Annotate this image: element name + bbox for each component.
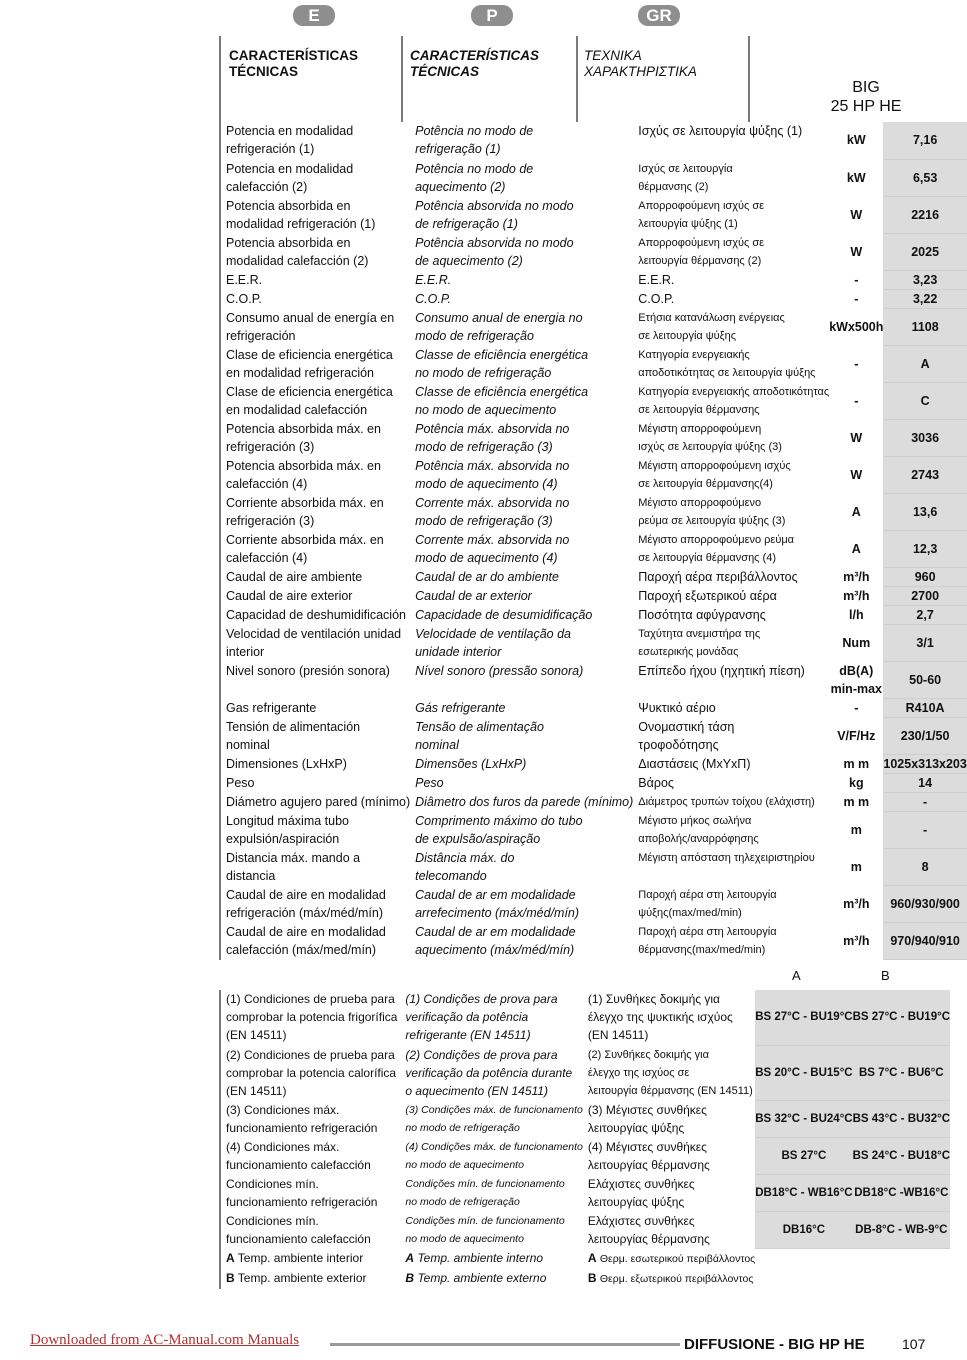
legend-key: A — [405, 1250, 415, 1265]
spec-label-es: Longitud máxima tubo expulsión/aspiración — [220, 811, 410, 848]
condition-label-pt: (1) Condições de prova para verificação da potência refrigerante (EN 14511) — [400, 990, 582, 1045]
spec-value: 960/930/900 — [883, 885, 966, 922]
spec-unit: m³/h — [829, 885, 883, 922]
condition-label-gr: (4) Μέγιστες συνθήκες λειτουργίας θέρμανσης — [583, 1137, 755, 1174]
legend-text: Temp. ambiente interno — [417, 1250, 544, 1265]
spec-value: 2216 — [883, 196, 966, 233]
spec-label-pt: C.O.P. — [410, 289, 633, 308]
spec-label-gr: Κατηγορία ενεργειακής αποδοτικότητας σε λειτουργία ψύξης — [633, 345, 829, 382]
legend-row — [220, 1268, 950, 1288]
spec-label-es: Caudal de aire ambiente — [220, 567, 410, 586]
spec-label-gr: Μέγιστο μήκος σωλήνα αποβολής/αναρρόφησης — [633, 811, 829, 848]
spec-value: 3,22 — [883, 289, 966, 308]
header-gr: ΤΕΧΝΙΚΑ ΧΑΡΑΚΤΗΡΙΣΤΙΚΑ — [584, 48, 697, 79]
condition-row — [220, 990, 950, 1045]
legend-cell-es — [220, 1248, 400, 1268]
spec-unit: A — [829, 493, 883, 530]
page-number: 107 — [902, 1336, 926, 1352]
condition-value-b: DB-8°C - WB-9°C — [853, 1211, 950, 1248]
condition-label-es: Condiciones mín. funcionamiento refrigeración — [220, 1174, 400, 1211]
spec-row — [220, 289, 967, 308]
condition-row — [220, 1045, 950, 1100]
conditions-body — [220, 990, 950, 1288]
spec-label-es: Peso — [220, 773, 410, 792]
download-link[interactable]: Downloaded from AC-Manual.com Manuals — [30, 1332, 300, 1348]
condition-value-b: DB18°C -WB16°C — [853, 1174, 950, 1211]
spec-label-es: Velocidad de ventilación unidad interior — [220, 624, 410, 661]
condition-value-b: BS 7°C - BU6°C — [853, 1045, 950, 1100]
legend-cell-gr — [583, 1268, 755, 1288]
condition-label-pt: (3) Condições máx. de funcionamento no modo de refrigeração — [400, 1100, 582, 1137]
spec-label-pt: Potência máx. absorvida no modo de refrigeração (3) — [410, 419, 633, 456]
spec-label-gr: Μέγιστο απορροφούμενο ρεύμα σε λειτουργία ψύξης (3) — [633, 493, 829, 530]
spec-label-es: Corriente absorbida máx. en refrigeración (3) — [220, 493, 410, 530]
spec-value: 14 — [883, 773, 966, 792]
spec-label-es: Caudal de aire exterior — [220, 586, 410, 605]
condition-value-b: BS 27°C - BU19°C — [853, 990, 950, 1045]
spec-row — [220, 754, 967, 773]
legend-text: Temp. ambiente externo — [417, 1270, 547, 1285]
spec-label-es: Caudal de aire en modalidad refrigeración (máx/méd/mín) — [220, 885, 410, 922]
spec-row — [220, 196, 967, 233]
legend-key: B — [587, 1270, 597, 1285]
spec-row — [220, 848, 967, 885]
spec-label-pt: Distância máx. do telecomando — [410, 848, 633, 885]
spec-label-es: Caudal de aire en modalidad calefacción (máx/med/mín) — [220, 922, 410, 959]
spec-label-gr: Διάμετρος τρυπών τοίχου (ελάχιστη) — [633, 792, 829, 811]
condition-value-a: BS 27°C — [755, 1137, 852, 1174]
spec-value: - — [883, 811, 966, 848]
legend-cell-pt — [400, 1248, 582, 1268]
legend-text: Θερμ. εξωτερικού περιβάλλοντος — [599, 1272, 754, 1285]
spec-unit: - — [829, 382, 883, 419]
spec-unit: kW — [829, 159, 883, 196]
spec-value: 50-60 — [883, 661, 966, 698]
spec-unit: - — [829, 289, 883, 308]
spec-unit: m — [829, 811, 883, 848]
spec-label-es: Corriente absorbida máx. en calefacción (4) — [220, 530, 410, 567]
spec-unit: W — [829, 233, 883, 270]
spec-row — [220, 586, 967, 605]
spec-label-pt: Potência no modo de aquecimento (2) — [410, 159, 633, 196]
spec-row — [220, 530, 967, 567]
spec-value: 230/1/50 — [883, 717, 966, 754]
spec-label-gr: Κατηγορία ενεργειακής αποδοτικότητας σε λειτουργία θέρμανσης — [633, 382, 829, 419]
spec-label-es: Consumo anual de energía en refrigeración — [220, 308, 410, 345]
header-divider-gr — [576, 36, 578, 122]
condition-row — [220, 1211, 950, 1248]
spec-label-pt: Capacidade de desumidificação — [410, 605, 633, 624]
condition-label-es: Condiciones mín. funcionamiento calefacción — [220, 1211, 400, 1248]
condition-value-a: BS 20°C - BU15°C — [755, 1045, 852, 1100]
spec-label-es: Distancia máx. mando a distancia — [220, 848, 410, 885]
spec-label-gr: Ισχύς σε λειτουργία θέρμανσης (2) — [633, 159, 829, 196]
language-badge-es: E — [293, 5, 335, 26]
spec-row — [220, 345, 967, 382]
spec-unit: A — [829, 530, 883, 567]
spec-value: C — [883, 382, 966, 419]
condition-label-es: (2) Condiciones de prueba para comprobar la potencia calorífica (EN 14511) — [220, 1045, 400, 1100]
spec-value: 970/940/910 — [883, 922, 966, 959]
legend-empty — [755, 1268, 852, 1288]
condition-row — [220, 1174, 950, 1211]
spec-label-pt: Caudal de ar do ambiente — [410, 567, 633, 586]
legend-empty — [853, 1268, 950, 1288]
spec-row — [220, 922, 967, 959]
spec-label-es: Diámetro agujero pared (mínimo) — [220, 792, 410, 811]
spec-unit: kg — [829, 773, 883, 792]
condition-label-es: (1) Condiciones de prueba para comprobar la potencia frigorífica (EN 14511) — [220, 990, 400, 1045]
spec-label-gr: C.O.P. — [633, 289, 829, 308]
spec-label-es: Nivel sonoro (presión sonora) — [220, 661, 410, 698]
spec-label-es: Potencia absorbida en modalidad refrigeración (1) — [220, 196, 410, 233]
legend-key: A — [587, 1250, 597, 1265]
spec-value: 2700 — [883, 586, 966, 605]
spec-label-pt: Potência absorvida no modo de aquecimento (2) — [410, 233, 633, 270]
spec-row — [220, 233, 967, 270]
spec-label-es: Potencia absorbida máx. en refrigeración (3) — [220, 419, 410, 456]
spec-label-gr: Παροχή αέρα στη λειτουργία θέρμανσης(max/med/min) — [633, 922, 829, 959]
spec-label-gr: Μέγιστη απόσταση τηλεχειριστηρίου — [633, 848, 829, 885]
spec-value: 3,23 — [883, 270, 966, 289]
spec-value: A — [883, 345, 966, 382]
spec-value: 12,3 — [883, 530, 966, 567]
condition-label-pt: (2) Condições de prova para verificação da potência durante o aquecimento (EN 14511) — [400, 1045, 582, 1100]
spec-label-pt: Gás refrigerante — [410, 698, 633, 717]
spec-label-pt: Caudal de ar exterior — [410, 586, 633, 605]
condition-label-pt: (4) Condições máx. de funcionamento no modo de aquecimento — [400, 1137, 582, 1174]
spec-label-gr: Διαστάσεις (ΜxΥxΠ) — [633, 754, 829, 773]
condition-label-pt: Condições mín. de funcionamento no modo de refrigeração — [400, 1174, 582, 1211]
spec-label-pt: Comprimento máximo do tubo de expulsão/aspiração — [410, 811, 633, 848]
condition-label-gr: (3) Μέγιστες συνθήκες λειτουργίας ψύξης — [583, 1100, 755, 1137]
spec-label-pt: Classe de eficiência energética no modo de refrigeração — [410, 345, 633, 382]
spec-label-gr: E.E.R. — [633, 270, 829, 289]
legend-text: Temp. ambiente interior — [237, 1250, 364, 1265]
spec-unit: - — [829, 345, 883, 382]
spec-label-pt: Potência absorvida no modo de refrigeração (1) — [410, 196, 633, 233]
legend-text: Θερμ. εσωτερικού περιβάλλοντος — [599, 1252, 756, 1265]
condition-label-es: (3) Condiciones máx. funcionamiento refrigeración — [220, 1100, 400, 1137]
condition-value-a: DB18°C - WB16°C — [755, 1174, 852, 1211]
spec-unit: kWx500h — [829, 308, 883, 345]
spec-label-es: Potencia absorbida en modalidad calefacción (2) — [220, 233, 410, 270]
spec-value: 7,16 — [883, 122, 966, 159]
spec-unit: V/F/Hz — [829, 717, 883, 754]
spec-value: 6,53 — [883, 159, 966, 196]
spec-value: 8 — [883, 848, 966, 885]
spec-row — [220, 493, 967, 530]
spec-value: 960 — [883, 567, 966, 586]
spec-unit: m — [829, 848, 883, 885]
condition-label-gr: Ελάχιστες συνθήκες λειτουργίας ψύξης — [583, 1174, 755, 1211]
spec-unit: W — [829, 196, 883, 233]
spec-label-gr: Βάρος — [633, 773, 829, 792]
spec-unit: l/h — [829, 605, 883, 624]
spec-label-pt: Diâmetro dos furos da parede (mínimo) — [410, 792, 633, 811]
spec-label-gr: Ονομαστική τάση τροφοδότησης — [633, 717, 829, 754]
spec-value: - — [883, 792, 966, 811]
legend-key: A — [226, 1250, 235, 1265]
spec-label-gr: Ετήσια κατανάλωση ενέργειας σε λειτουργία ψύξης — [633, 308, 829, 345]
spec-row — [220, 773, 967, 792]
header-divider-pt — [401, 36, 403, 122]
spec-value: 13,6 — [883, 493, 966, 530]
column-a-header: A — [792, 968, 801, 983]
spec-unit: - — [829, 698, 883, 717]
spec-label-pt: Peso — [410, 773, 633, 792]
spec-label-es: Clase de eficiencia energética en modalidad refrigeración — [220, 345, 410, 382]
column-b-header: B — [881, 968, 890, 983]
spec-value: 1025x313x203 — [883, 754, 966, 773]
header-pt: CARACTERÍSTICAS TÉCNICAS — [410, 48, 540, 79]
language-badge-pt: P — [471, 5, 513, 26]
legend-key: B — [226, 1270, 235, 1285]
spec-label-gr: Μέγιστο απορροφούμενο ρεύμα σε λειτουργία θέρμανσης (4) — [633, 530, 829, 567]
spec-unit: m³/h — [829, 567, 883, 586]
spec-unit: kW — [829, 122, 883, 159]
spec-label-pt: Tensão de alimentação nominal — [410, 717, 633, 754]
spec-row — [220, 624, 967, 661]
spec-value: R410A — [883, 698, 966, 717]
spec-row — [220, 122, 967, 159]
spec-unit: W — [829, 419, 883, 456]
spec-row — [220, 698, 967, 717]
spec-row — [220, 811, 967, 848]
spec-label-gr: Ισχύς σε λειτουργία ψύξης (1) — [633, 122, 829, 159]
spec-label-gr: Παροχή αέρα στη λειτουργία ψύξης(max/med/min) — [633, 885, 829, 922]
spec-value: 1108 — [883, 308, 966, 345]
spec-label-es: Gas refrigerante — [220, 698, 410, 717]
spec-unit: m³/h — [829, 586, 883, 605]
condition-value-a: BS 32°C - BU24°C — [755, 1100, 852, 1137]
spec-unit: m³/h — [829, 922, 883, 959]
spec-label-gr: Μέγιστη απορροφούμενη ισχύς σε λειτουργία ψύξης (3) — [633, 419, 829, 456]
spec-label-pt: Nível sonoro (pressão sonora) — [410, 661, 633, 698]
spec-label-es: Capacidad de deshumidificación — [220, 605, 410, 624]
spec-label-gr: Απορροφούμενη ισχύς σε λειτουργία ψύξης (1) — [633, 196, 829, 233]
header-divider-es — [219, 36, 221, 122]
condition-label-gr: (1) Συνθήκες δοκιμής για έλεγχο της ψυκτικής ισχύος (EN 14511) — [583, 990, 755, 1045]
specifications-body — [220, 122, 967, 959]
condition-label-es: (4) Condiciones máx. funcionamiento calefacción — [220, 1137, 400, 1174]
legend-row — [220, 1248, 950, 1268]
footer-divider — [330, 1343, 680, 1346]
spec-label-es: Potencia en modalidad calefacción (2) — [220, 159, 410, 196]
condition-label-pt: Condições mín. de funcionamento no modo de aquecimento — [400, 1211, 582, 1248]
spec-row — [220, 605, 967, 624]
spec-label-es: Potencia absorbida máx. en calefacción (4) — [220, 456, 410, 493]
spec-label-pt: Dimensões (LxHxP) — [410, 754, 633, 773]
spec-row — [220, 567, 967, 586]
spec-row — [220, 159, 967, 196]
spec-row — [220, 270, 967, 289]
spec-label-pt: Caudal de ar em modalidade aquecimento (máx/méd/mín) — [410, 922, 633, 959]
spec-label-pt: Consumo anual de energia no modo de refrigeração — [410, 308, 633, 345]
spec-label-pt: Corrente máx. absorvida no modo de aquecimento (4) — [410, 530, 633, 567]
spec-label-gr: Ποσότητα αφύγρανσης — [633, 605, 829, 624]
spec-value: 2,7 — [883, 605, 966, 624]
spec-row — [220, 456, 967, 493]
spec-label-pt: Potência máx. absorvida no modo de aquecimento (4) — [410, 456, 633, 493]
footer-title: DIFFUSIONE - BIG HP HE — [684, 1336, 865, 1353]
spec-label-es: Clase de eficiencia energética en modalidad calefacción — [220, 382, 410, 419]
spec-unit: m m — [829, 754, 883, 773]
legend-cell-gr — [583, 1248, 755, 1268]
legend-key: B — [405, 1270, 415, 1285]
specifications-table — [219, 122, 967, 960]
spec-unit: W — [829, 456, 883, 493]
spec-row — [220, 717, 967, 754]
spec-row — [220, 792, 967, 811]
spec-value: 3/1 — [883, 624, 966, 661]
condition-value-a: BS 27°C - BU19°C — [755, 990, 852, 1045]
spec-row — [220, 661, 967, 698]
spec-label-es: Potencia en modalidad refrigeración (1) — [220, 122, 410, 159]
spec-label-gr: Μέγιστη απορροφούμενη ισχύς σε λειτουργία θέρμανσης(4) — [633, 456, 829, 493]
spec-label-gr: Απορροφούμενη ισχύς σε λειτουργία θέρμανσης (2) — [633, 233, 829, 270]
legend-text: Temp. ambiente exterior — [237, 1270, 367, 1285]
spec-label-pt: Velocidade de ventilação da unidade interior — [410, 624, 633, 661]
condition-label-gr: Ελάχιστες συνθήκες λειτουργίας θέρμανσης — [583, 1211, 755, 1248]
spec-unit: - — [829, 270, 883, 289]
spec-label-es: C.O.P. — [220, 289, 410, 308]
spec-value: 2743 — [883, 456, 966, 493]
legend-empty — [755, 1248, 852, 1268]
legend-cell-es — [220, 1268, 400, 1288]
model-name: BIG 25 HP HE — [830, 79, 902, 115]
conditions-table — [219, 990, 950, 1289]
spec-label-pt: Caudal de ar em modalidade arrefecimento (máx/méd/mín) — [410, 885, 633, 922]
spec-label-gr: Ταχύτητα ανεμιστήρα της εσωτερικής μονάδας — [633, 624, 829, 661]
language-badge-gr: GR — [638, 5, 680, 26]
legend-cell-pt — [400, 1268, 582, 1288]
condition-value-a: DB16°C — [755, 1211, 852, 1248]
spec-unit: dB(A) min-max — [829, 661, 883, 698]
spec-label-gr: Παροχή αέρα περιβάλλοντος — [633, 567, 829, 586]
condition-value-b: BS 43°C - BU32°C — [853, 1100, 950, 1137]
spec-value: 2025 — [883, 233, 966, 270]
spec-label-es: Dimensiones (LxHxP) — [220, 754, 410, 773]
spec-row — [220, 885, 967, 922]
spec-label-pt: Classe de eficiência energética no modo de aquecimento — [410, 382, 633, 419]
condition-row — [220, 1137, 950, 1174]
condition-value-b: BS 24°C - BU18°C — [853, 1137, 950, 1174]
spec-unit: Num — [829, 624, 883, 661]
legend-empty — [853, 1248, 950, 1268]
spec-label-es: Tensión de alimentación nominal — [220, 717, 410, 754]
condition-row — [220, 1100, 950, 1137]
spec-row — [220, 419, 967, 456]
spec-label-pt: Potência no modo de refrigeração (1) — [410, 122, 633, 159]
header-divider-unit — [748, 36, 750, 122]
spec-label-gr: Παροχή εξωτερικού αέρα — [633, 586, 829, 605]
spec-unit: m m — [829, 792, 883, 811]
spec-label-es: E.E.R. — [220, 270, 410, 289]
header-es: CARACTERÍSTICAS TÉCNICAS — [229, 48, 359, 79]
spec-label-gr: Ψυκτικό αέριο — [633, 698, 829, 717]
condition-label-gr: (2) Συνθήκες δοκιμής για έλεγχο της ισχύος σε λειτουργία θέρμανσης (EN 14511) — [583, 1045, 755, 1100]
spec-label-pt: E.E.R. — [410, 270, 633, 289]
spec-label-gr: Επίπεδο ήχου (ηχητική πίεση) — [633, 661, 829, 698]
spec-row — [220, 308, 967, 345]
spec-label-pt: Corrente máx. absorvida no modo de refrigeração (3) — [410, 493, 633, 530]
spec-row — [220, 382, 967, 419]
spec-value: 3036 — [883, 419, 966, 456]
